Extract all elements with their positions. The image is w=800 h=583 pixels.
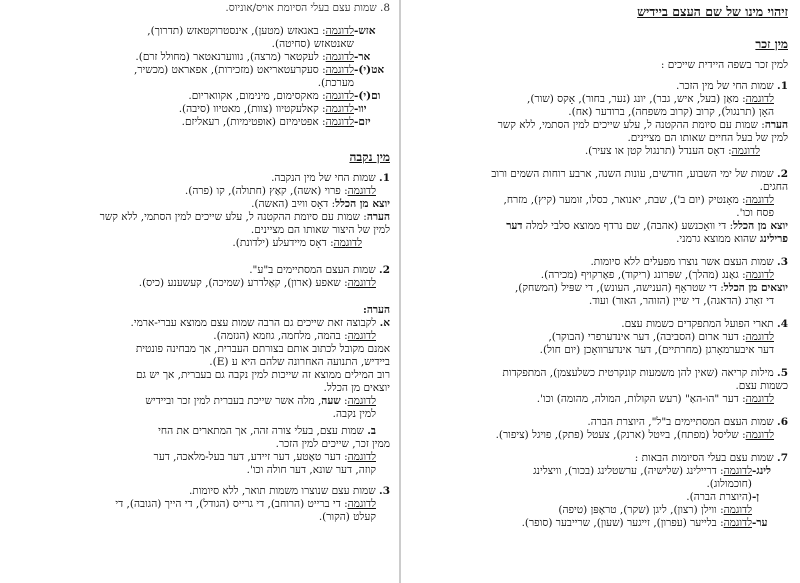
suffix-label: -יוו: [354, 103, 367, 115]
suffix-row: -אזש לדוגמה: באגאזש (מטען), אינסטרוקטאזש (תדרוך),: [8, 25, 390, 38]
masc-item-7: 7. שמות עצם בעלי הסיומות הבאות :: [634, 452, 788, 464]
top-item: 8. שמות עצם בעלי הסיומת אויס/אוניוס.: [225, 2, 390, 14]
suffix-row: -(י)אט לדוגמה: סעקרעטאריאט (מזכירות), אפאראט (מכשיר,: [8, 64, 390, 77]
masc-item-1: 1. שמות החי של מין הזכר. לדוגמה: מאַן (בעל, איש, גבר), יונג (נער, בחור), אָקס (שור), האָן (תרנגול), קרוב (קרוב משפחה), ברודער (אח). הערה: שמות עם סיומת ההקטנה ל, עלע שייכים למין הסתמי, ללא קשר למין של בעל החיים שאותו הם מציינים. לדוגמה: דאָס הענדל (תרנגול קטן או צעיר).: [497, 80, 788, 157]
suffix-row: -(י)ום לדוגמה: מאקסימום, מינימום, אקוואריום.: [8, 90, 390, 103]
suffix-label: -(י)ום: [354, 90, 381, 102]
suffix-row-cont: (חוכמולוג).: [706, 478, 752, 490]
suffix-label: -אר: [354, 51, 371, 63]
fem-item-2: 2. שמות העצם המסתיימים ב"ע". לדוגמה: שאפע (ארון), קאַלדרע (שמיכה), קעשענע (כיס).: [138, 264, 390, 289]
suffix-row: -יוו לדוגמה: קאלעקטיוו (צוות), מאטיוו (סיבה).: [8, 103, 390, 116]
suffix-label: -(י)אט: [354, 64, 385, 76]
note-a: א. לקבוצה זאת שייכים גם הרבה שמות עצם ממוצא עברי-ארמי. לדוגמה: בהמה, מלחמה, גוזמא (הגזמה). אמנם מקובל לכתוב אותם בצורתם העברית, אך מבחינה פונטית ביידיש, התנועה האחרונה שלהם היא ע (E). רוב המילים ממוצא זה שייכות למין נקבה גם בעברית, אך יש גם יוצאים מן הכלל. לדוגמה: שעה, מלה אשר שייכת בעברית למין זכר וביידיש למין נקבה.: [130, 317, 390, 420]
masc-item-2: 2. שמות של ימי השבוע, חודשים, עונות השנה, ארבע רוחות השמים ורוב החגים. לדוגמה: מאָנטיק (יום ב'), שבת, יאנואר, כסלו, זומער (קיץ), מזרח, פסח וכו'. יוצא מן הכלל: די וואָכנשע (אהבה), שם נרדף ממוצא סלבי למלה דער פרילינג שהוא ממוצא גרמני.: [491, 168, 788, 245]
note-heading: הערה:: [362, 304, 390, 316]
masc-item-3: 3. שמות העצם אשר נוצרו מפעלים ללא סיומות. לדוגמה: גאַנג (מהלך), שפּרונג (ריקוד), פאַרקויף (מכירה). יוצאים מן הכלל: די שטראָף (הענישה, העונש), די שפּיל (המשחק), די זאָרג (הדאגה), די שיין (הזוהר, האור) ועוד.: [514, 256, 788, 307]
suffix-row: -ער לדוגמה: בלייער (עפרון), זייגער (שעון), שרייבער (סופר).: [408, 517, 788, 530]
suffix-label: -יזם: [354, 116, 371, 128]
fem-item-3: 3. שמות עצם שנוצרו משמות תואר, ללא סיומות. לדוגמה: די ברייט (הרוחב), די גרייס (הגודל), די הייך (הגובה), די קעלט (הקור).: [115, 485, 390, 523]
masc-item-4: 4. תארי הפועל המתפקדים כשמות עצם. לדוגמה: דער ארום (הסביבה), דער אינדערפרי (הבוקר), דער איבערמאָרגן (מחרתיים), דער אינדערוואָכן (יום חול).: [539, 318, 788, 356]
suffix-row: -לינג לדוגמה: דריילינג (שלישיה), ערשטלינג (בכור), וויצלינג: [408, 465, 788, 478]
intro-text: למין זכר בשפה היידית שייכים :: [660, 59, 788, 71]
suffix-label: -לינג: [752, 465, 771, 477]
masc-item-5: 5. מילות קריאה (שאין להן משמעות קונקרטית כשלעצמן), המתפקדות כשמות עצם. לדוגמה: דער "הו-האַ" (רעש הקולות, המולה, מהומה) וכו'.: [502, 367, 788, 405]
suffix-row-cont: מערכת).: [317, 77, 354, 89]
section-heading-masculine: מין זכר: [755, 37, 788, 51]
right-page: [400, 0, 800, 583]
masc-suffix-list: [408, 465, 788, 530]
masc-item-6: 6. שמות העצם המסתיימים ב"ל", היוצרת הברה. לדוגמה: שליסל (מפתח), בײַטל (ארנק), צעטל (פתק), פויגל (ציפור).: [495, 416, 788, 441]
suffix-label: -ן: [752, 491, 760, 503]
section-heading-feminine: מין נקבה: [349, 150, 390, 164]
suffix-row: -יזם לדוגמה: אפטימיזם (אופטימיות), רעאליזם.: [8, 116, 390, 129]
page-title: זיהוי מינו של שם העצם ביידיש: [637, 4, 788, 19]
suffix-label: -אזש: [354, 25, 376, 37]
suffix-row: -אר לדוגמה: לעקטאר (מרצה), גוווערנאטאר (מחולל זרם).: [8, 51, 390, 64]
suffix-label: -ער: [752, 517, 768, 529]
suffix-list: [8, 25, 390, 129]
note-b: ב. שמות עצם, בעלי צורה זהה, אך המתארים את החי ממין זכר, שייכים למין הזכר. לדוגמה: דער טאַטע, דער זיידע, דער בעל-מלאכה, דער קוזה, דער שונא, דער חולה וכו'.: [153, 425, 390, 476]
suffix-row: -ן (היוצרת הברה).: [408, 491, 788, 504]
suffix-row: לדוגמה: ווילן (רצון), ליגן (שקר), טראָפּן (טיפה): [558, 504, 752, 516]
fem-item-1: 1. שמות החי של מין הנקבה. לדוגמה: פרוי (אשה), קאַץ (חתולה), קו (פרה). יוצא מן הכלל: דאָס ווײַב (האשה). הערה: שמות עם סיומת ההקטנה ל, עלע שייכים למין הסתמי, ללא קשר למין של היצור שאותו הם מציינים. לדוגמה: דאָס מיידעלע (ילדונת).: [99, 172, 390, 249]
suffix-row-cont: שאנטאזש (סחיטה).: [271, 38, 354, 50]
